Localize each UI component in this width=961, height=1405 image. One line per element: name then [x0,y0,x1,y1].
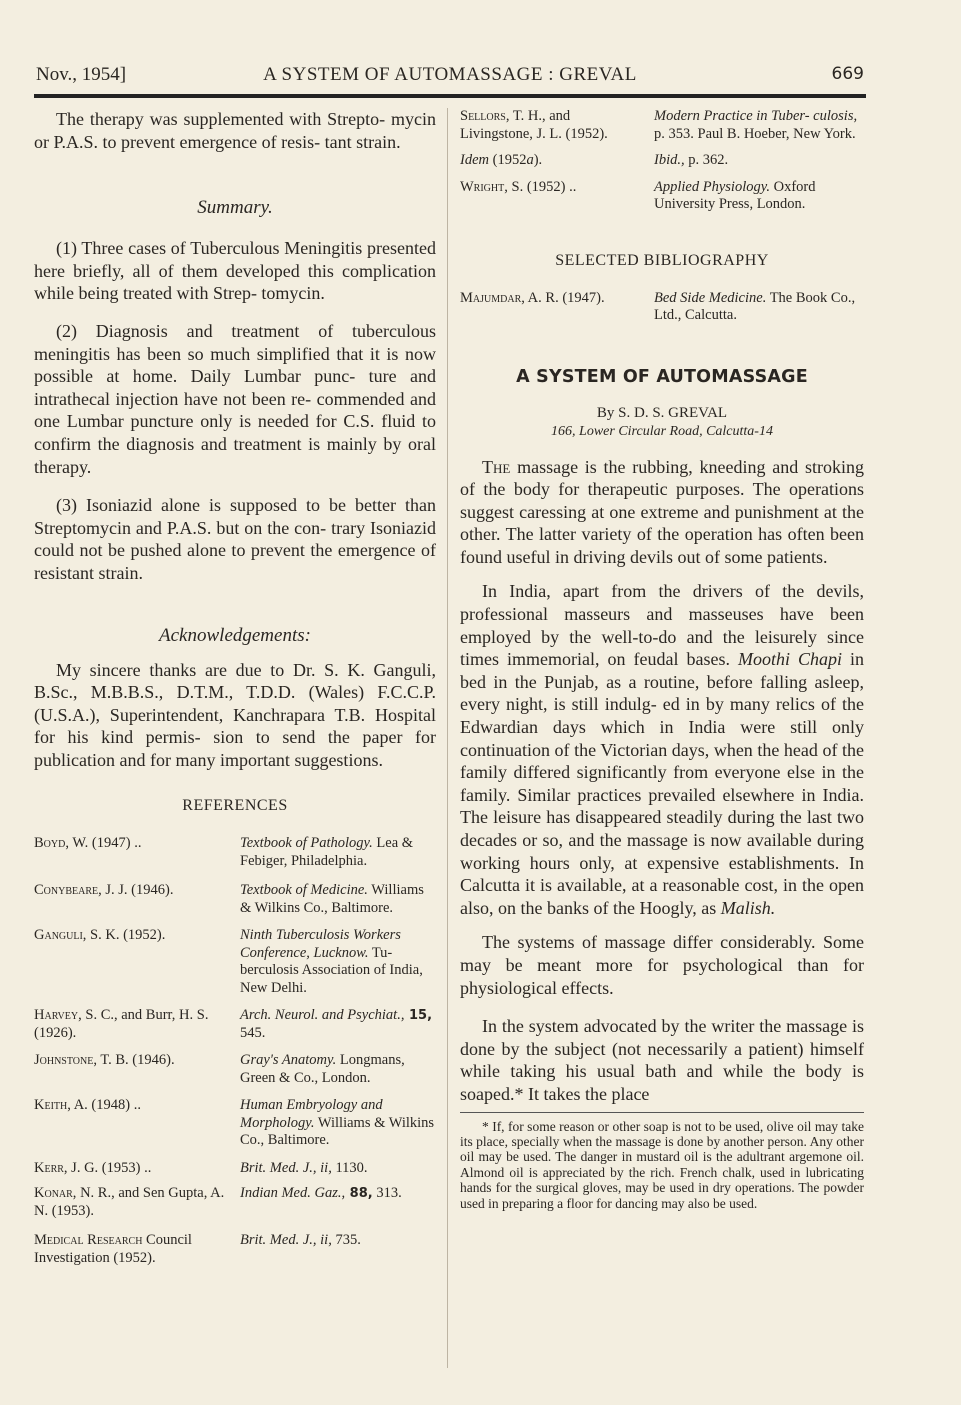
summary-point-3: (3) Isoniazid alone is supposed to be better than Streptomycin and P.A.S. but on the con- trary Isoniazid could not be pushed alone to prevent the emergence of resistant strain. [34,495,436,583]
column-divider [447,108,448,1368]
reference-entry: Conybeare, J. J. (1946). Textbook of Medicine. Williams & Wilkins Co., Baltimore. [34,882,424,916]
reference-entry: Keith, A. (1948) .. Human Embryology and Morphology. Williams & Wilkins Co., Baltimore. [34,1097,435,1149]
body-paragraph-1: The massage is the rubbing, kneeding and stroking of the body for therapeutic purposes. The operations suggest caressing at one extreme and punishment at the other. The latter variety of the operation has often been found useful in driving devils out of some patients. [460,456,864,567]
body-paragraph-2: In India, apart from the drivers of the devils, professional masseurs and masseuses have been employed by the well-to-do and the leisurely since times immemorial, on feudal bases. Moothi Chapi in bed in the Punjab, as a routine, before falling asleep, every night, is still indulg- ed in by many relics of the Edwardian days which in India were still only continuation of the Victorian days, when the head of the family differed significantly from everyone else in the family. Similar practices prevailed elsewhere in India. The leisure has disappeared steadily during the last two decades or so, and the massage is now available during working hours only, at expensive establishments. In Calcutta it is available, at a reasonable cost, in the open also, on the banks of the Hoogly, as Malish. [460,581,864,918]
reference-entry: Medical Research Council Investigation (1952). Brit. Med. J., ii, 735. [34,1232,361,1266]
summary-point-1: (1) Three cases of Tuberculous Meningitis presented here briefly, all of them developed this complication while being treated with Strep- tomycin. [34,238,436,304]
reference-entry: Boyd, W. (1947) .. Textbook of Pathology. Lea & Febiger, Philadelphia. [34,835,414,869]
right-column [460,108,864,1211]
body-paragraph-4: In the system advocated by the writer the massage is done by the subject (not necessarily a patient) himself while taking his usual bath and while the body is soaped.* It takes the place [460,1016,864,1104]
article-title: A SYSTEM OF AUTOMASSAGE [516,366,808,387]
reference-entry: Konar, N. R., and Sen Gupta, A. N. (1953). Indian Med. Gaz., 88, 313. [34,1185,402,1219]
reference-entry: Idem (1952a). Ibid., p. 362. [460,152,729,168]
acknowledgements-text: My sincere thanks are due to Dr. S. K. Ganguli, B.Sc., M.B.B.S., D.T.M., T.D.D. (Wales) F.C.C.P. (U.S.A.), Superintendent, Kanchrapara T.B. Hospital for his kind permis- sion to send the paper for publication and for many important suggestions. [34,659,436,770]
author-address: 166, Lower Circular Road, Calcutta-14 [551,423,773,439]
running-title: A SYSTEM OF AUTOMASSAGE : GREVAL [263,64,637,85]
header-rule [34,94,866,98]
page-number: 669 [831,64,864,84]
running-header [36,64,864,92]
acknowledgements-heading: Acknowledgements: [159,624,311,646]
issue-date: Nov., 1954] [36,64,127,85]
summary-point-2: (2) Diagnosis and treatment of tuberculous meningitis has been so much simplified that it is now possible at home. Daily Lumbar punc- ture and intrathecal injection have not been re- commended and one Lumbar puncture only is needed for C.S. fluid to confirm the diagnosis and treatment is mainly by oral therapy. [34,320,436,477]
body-paragraph-3: The systems of massage differ considerably. Some may be meant more for psychological than for physiological effects. [460,932,864,998]
footnote: * If, for some reason or other soap is not to be used, olive oil may take its place, specially when the massage is done by another person. Any other oil may be used. The danger in mustard oil is the adultrant argemone oil. Almond oil is appreciated by the rich. French chalk, used in lubricating hands for the surgical gloves, may be used in dry operations. The powder used in preparing a floor for dancing may also be used. [460,1118,864,1211]
bibliography-entry: Majumdar, A. R. (1947). Bed Side Medicine. The Book Co., Ltd., Calcutta. [460,289,856,323]
reference-entry: Ganguli, S. K. (1952). Ninth Tuberculosis Workers Conference, Lucknow. Tu- berculosis Association of India, New Delhi. [34,927,423,996]
reference-entry: Johnstone, T. B. (1946). Gray's Anatomy. Longmans, Green & Co., London. [34,1052,405,1086]
reference-entry: Harvey, S. C., and Burr, H. S. (1926). Arch. Neurol. and Psychiat., 15, 545. [34,1007,433,1041]
footnote-rule [460,1112,864,1113]
reference-list [34,835,436,1267]
references-heading: REFERENCES [182,797,288,815]
article-byline: By S. D. S. GREVAL [596,404,728,421]
reference-entry: Sellors, T. H., and Livingstone, J. L. (1952). Modern Practice in Tuber- culosis, p. 353. Paul B. Hoeber, New York. [460,108,858,142]
summary-heading: Summary. [197,197,273,219]
reference-entry: Wright, S. (1952) .. Applied Physiology. Oxford University Press, London. [460,178,816,212]
reference-entry: Kerr, J. G. (1953) .. Brit. Med. J., ii, 1130. [34,1159,368,1176]
left-column [34,108,436,1267]
bibliography-heading: SELECTED BIBLIOGRAPHY [555,251,769,269]
intro-paragraph: The therapy was supplemented with Strepto- mycin or P.A.S. to prevent emergence of resis- tant strain. [34,109,436,152]
reference-list-continued [460,108,864,214]
